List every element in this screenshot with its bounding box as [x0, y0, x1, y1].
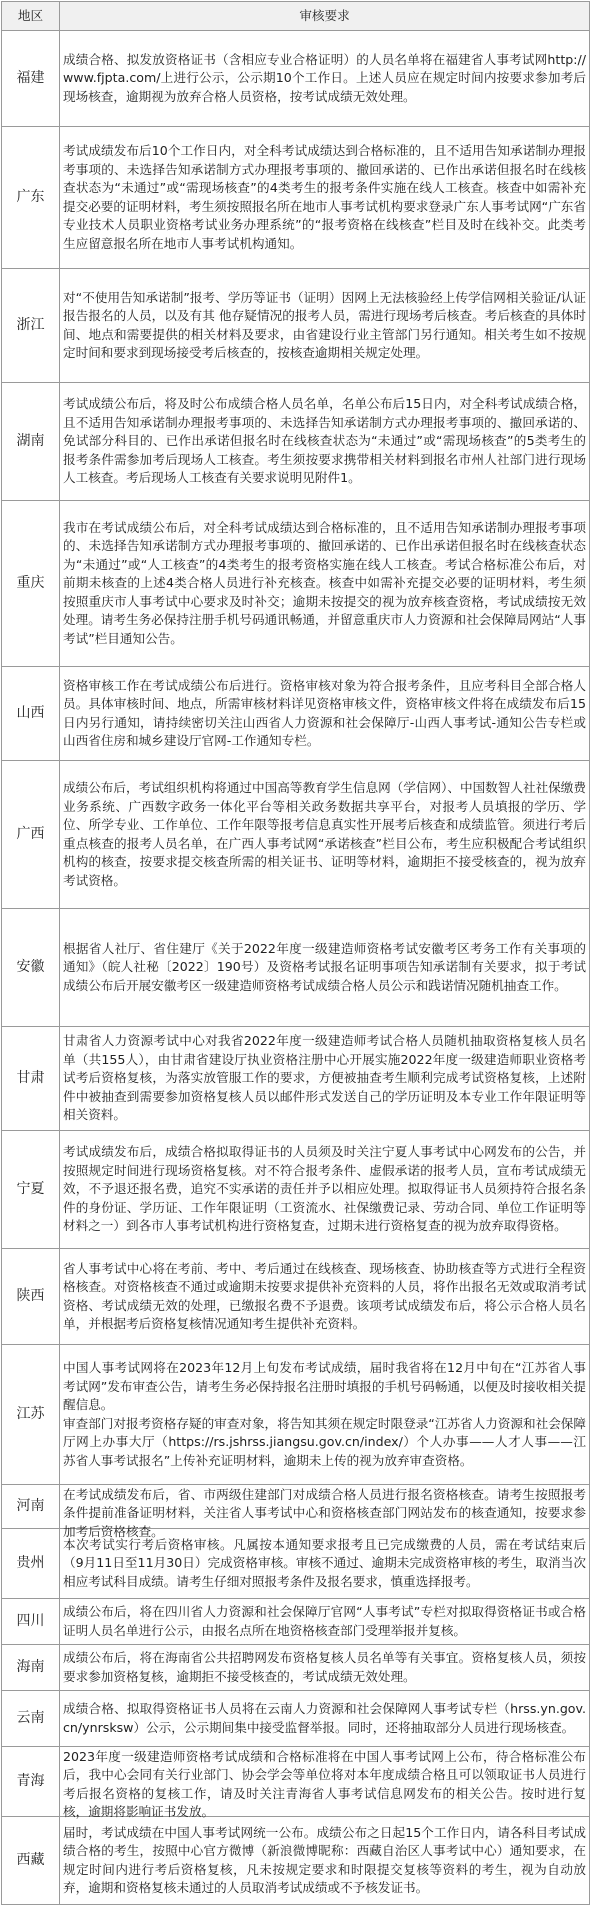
region-cell: 海南 — [2, 1645, 60, 1691]
table-row — [2, 383, 590, 501]
requirement-text: 省人事考试中心将在考前、考中、考后通过在线核查、现场核查、协助核查等方式进行全程资格核查。对资格核查不通过或逾期未按要求提供补充资料的人员，将作出报名无效或取消考试资格、考试成绩无效的处理，已缴报名费不予退费。该项考试成绩发布后，将公示合格人员名单，并根据考后资格复核情况通知考生提供补充资料。 — [63, 1260, 586, 1331]
table-row — [2, 909, 590, 1027]
table-row — [2, 1131, 590, 1249]
table-row — [2, 1817, 590, 1905]
requirement-text: 成绩公布后，将在海南省公共招聘网发布资格复核人员名单等有关事宜。资格复核人员，须按要求参加资格复核，逾期拒不接受核查的，考试成绩无效处理。 — [63, 1650, 586, 1684]
requirement-cell — [60, 501, 590, 667]
region-cell: 河南 — [2, 1485, 60, 1529]
requirement-text: 甘肃省人力资源考试中心对我省2022年度一级建造师考试合格人员随机抽取资格复核人员名单（共155人），由甘肃省建设厅执业资格注册中心开展实施2022年度一级建造师职业资格考试考后资格复核，为落实放管服工作的要求，方便被抽查考生顺利完成考试资格复核，上述附件中被抽查到需要参加资格复核人员以邮件形式发送自己的学历证明及本专业工作年限证明等相关资料。 — [63, 1033, 586, 1123]
requirement-cell — [60, 1645, 590, 1691]
region-cell: 重庆 — [2, 501, 60, 667]
requirement-text: 考试成绩发布后10个工作日内，对全科考试成绩达到合格标准的，且不适用告知承诺制办理报考事项的、未选择告知承诺制方式办理报考事项的、撤回承诺的、已作出承诺但报名时在线核查状态为“未通过”或“需现场核查”的4类考生的报考条件实施在线人工核查。核查中如需补充提交必要的证明材料，考生须按照报名所在地市人事考试机构要求登录广东人事考试网“广东省专业技术人员职业资格考试业务办理系统”的“报考资格在线核查”栏目及时在线补交。此类考生应留意报名所在地市人事考试机构通知。 — [63, 143, 586, 251]
requirement-text: 中国人事考试网将在2023年12月上旬发布考试成绩，届时我省将在12月中旬在“江苏省人事考试网”发布审查公告，请考生务必保持报名注册时填报的手机号码畅通，以便及时接收相关提醒信息。 审查部门对报考资格存疑的审查对象，将告知其须在规定时限登录“江苏省人力资源和社会保障厅网上办事大厅（https://rs.jshrss.jiangsu.gov.cn/index/）个人办事——人才人事——江苏省人事考试报名”上传补充证明材料，逾期未上传的视为放弃审查资格。 — [63, 1360, 586, 1468]
requirement-text: 成绩公布后，将在四川省人力资源和社会保障厅官网“人事考试”专栏对拟取得资格证书或合格证明人员名单进行公示，由报名点所在地资格核查部门受理举报并复核。 — [63, 1604, 586, 1638]
table-row — [2, 31, 590, 127]
region-cell: 宁夏 — [2, 1131, 60, 1249]
region-cell: 江苏 — [2, 1345, 60, 1485]
requirement-cell — [60, 1599, 590, 1645]
requirement-text: 对“不使用告知承诺制”报考、学历等证书（证明）因网上无法核验经上传学信网相关验证/认证报告报名的人员，以及有其 他存疑情况的报考人员，需进行现场考后核查。考后核查的具体时间、地点和需要提供的相关材料及要求，由省建设行业主管部门另行通知。相关考生如不按规定时间和要求到现场接受考后核查的，按核查逾期相关规定处理。 — [63, 289, 586, 360]
table-row — [2, 1529, 590, 1599]
requirement-cell — [60, 383, 590, 501]
table-row — [2, 1599, 590, 1645]
region-cell: 云南 — [2, 1691, 60, 1747]
requirement-text: 本次考试实行考后资格审核。凡属按本通知要求报考且已完成缴费的人员，需在考试结束后（9月11日至11月30日）完成资格审核。审核不通过、逾期未完成资格审核的考生，取消当次相应考试科目成绩。请考生仔细对照报考条件及报名要求，慎重选择报考。 — [63, 1536, 586, 1589]
requirement-cell — [60, 1691, 590, 1747]
requirement-text: 届时，考试成绩在中国人事考试网统一公布。成绩公布之日起15个工作日内，请各科目考试成绩合格的考生，按照中心官方微博（新浪微博昵称：西藏自治区人事考试中心）通知要求，在规定时间内进行考后资格复核，凡未按规定要求和时限提交复核等资料的考生，视为自动放弃，逾期和资格复核未通过的人员取消考试成绩或不予核发证书。 — [63, 1824, 586, 1895]
requirement-cell — [60, 667, 590, 761]
region-cell: 湖南 — [2, 383, 60, 501]
requirement-cell — [60, 761, 590, 909]
requirement-cell — [60, 1485, 590, 1539]
region-cell: 陕西 — [2, 1249, 60, 1345]
region-cell: 山西 — [2, 667, 60, 761]
table-row — [2, 1249, 590, 1345]
requirement-text: 成绩合格、拟取得资格证书人员将在云南人力资源和社会保障网人事考试专栏（hrss.yn.gov.cn/ynrsksw）公示，公示期间集中接受监督举报。同时，还将抽取部分人员进行现场核查。 — [63, 1701, 586, 1735]
table-row — [2, 1027, 590, 1131]
requirement-cell — [60, 909, 590, 1027]
region-cell: 广西 — [2, 761, 60, 909]
region-cell: 四川 — [2, 1599, 60, 1645]
requirement-text: 根据省人社厅、省住建厅《关于2022年度一级建造师资格考试安徽考区考务工作有关事项的通知》（皖人社秘〔2022〕190号）及资格考试报名证明事项告知承诺制有关要求，拟于考试成绩公布后开展安徽考区一级建造师资格考试成绩合格人员公示和践诺情况随机抽查工作。 — [63, 940, 586, 993]
table-row — [2, 127, 590, 269]
region-cell: 广东 — [2, 127, 60, 269]
requirement-cell — [60, 1747, 590, 1817]
requirement-cell — [60, 1345, 590, 1485]
requirement-text: 在考试成绩发布后，省、市两级住建部门对成绩合格人员进行报名资格核查。请考生按照报考条件提前准备证明材料，关注省人事考试中心和资格核查部门网站发布的核查通知，按要求参加考后资格核查。 — [63, 1486, 586, 1539]
requirement-text: 2023年度一级建造师资格考试成绩和合格标准将在中国人事考试网上公布，待合格标准公布后，我中心会同有关行业部门、协会学会等单位将对本年度成绩合格且可以领取证书人员进行考后报名资格的复核工作，请及时关注青海省人事考试信息网发布的相关公告。按时进行复核，逾期将影响证书发放。 — [63, 1748, 586, 1819]
requirement-text: 成绩合格、拟发放资格证书（含相应专业合格证明）的人员名单将在福建省人事考试网http://www.fjpta.com/上进行公示，公示期10个工作日。上述人员应在规定时间内按要求参加考后现场核查，逾期视为放弃合格人员资格，按考试成绩无效处理。 — [63, 51, 586, 104]
requirement-cell — [60, 1817, 590, 1905]
requirements-table — [1, 1, 590, 1905]
region-cell: 福建 — [2, 31, 60, 127]
region-cell: 贵州 — [2, 1529, 60, 1599]
table-row — [2, 1645, 590, 1691]
table-header-row — [2, 2, 590, 31]
table-row — [2, 1345, 590, 1485]
requirement-text: 资格审核工作在考试成绩公布后进行。资格审核对象为符合报考条件，且应考科目全部合格人员。具体审核时间、地点，所需审核材料详见资格审核文件，资格审核文件将在成绩发布后15日内另行通知，请持续密切关注山西省人力资源和社会保障厅-山西人事考试-通知公告专栏或山西省住房和城乡建设厅官网-工作通知专栏。 — [63, 677, 586, 748]
requirement-cell — [60, 1529, 590, 1599]
requirement-text: 我市在考试成绩公布后，对全科考试成绩达到合格标准的，且不适用告知承诺制办理报考事项的、未选择告知承诺制方式办理报考事项的、撤回承诺的、已作出承诺但报名时在线核查状态为“未通过”或“人工核查”的4类考生的报考资格实施在线人工核查。考试合格标准公布后，对前期未核查的上述4类合格人员进行补充核查。核查中如需补充提交必要的证明材料，考生须按照重庆市人事考试中心要求及时补交；逾期未按提交的视为放弃核查资格，考试成绩按无效处理。请考生务必保持注册手机号码通讯畅通，并留意重庆市人力资源和社会保障局网站“人事考试”栏目通知公告。 — [63, 519, 586, 646]
region-cell: 浙江 — [2, 269, 60, 383]
region-cell: 青海 — [2, 1747, 60, 1817]
requirement-cell — [60, 269, 590, 383]
requirement-cell — [60, 1249, 590, 1345]
header-requirement: 审核要求 — [60, 2, 590, 31]
header-region: 地区 — [2, 2, 60, 31]
requirement-cell — [60, 31, 590, 127]
table-row — [2, 1747, 590, 1817]
region-cell: 安徽 — [2, 909, 60, 1027]
table-row — [2, 501, 590, 667]
table-row — [2, 761, 590, 909]
requirement-cell — [60, 127, 590, 269]
requirement-text: 考试成绩发布后，成绩合格拟取得证书的人员须及时关注宁夏人事考试中心网发布的公告，并按照规定时间进行现场资格复核。对不符合报考条件、虚假承诺的报考人员，宣布考试成绩无效，不予退还报名费，追究不实承诺的责任并予以相应处理。拟取得证书人员须持符合报名条件的身份证、学历证、工作年限证明（工资流水、社保缴费记录、劳动合同、单位工作证明等材料之一）到各市人事考试机构进行资格复查，过期未进行资格复查的视为放弃取得资格。 — [63, 1144, 586, 1234]
table-body — [2, 31, 590, 1905]
requirement-cell — [60, 1131, 590, 1249]
table-row — [2, 269, 590, 383]
requirement-cell — [60, 1027, 590, 1131]
table-row — [2, 1691, 590, 1747]
table-row — [2, 667, 590, 761]
requirement-text: 成绩公布后，考试组织机构将通过中国高等教育学生信息网（学信网）、中国数智人社社保缴费业务系统、广西数字政务一体化平台等相关政务数据共享平台，对报考人员填报的学历、学位、所学专业、工作单位、工作年限等报考信息真实性开展考后核查和成绩监管。须进行考后重点核查的报考人员名单，在广西人事考试网“承诺核查”栏目公布，考生应积极配合考试组织机构的核查，按要求提交核查所需的相关证书、证明等材料，逾期拒不接受核查的，视为放弃考试资格。 — [63, 780, 586, 888]
region-cell: 西藏 — [2, 1817, 60, 1905]
table-row — [2, 1485, 590, 1529]
requirement-text: 考试成绩公布后，将及时公布成绩合格人员名单，名单公布后15日内，对全科考试成绩合格，且不适用告知承诺制办理报考事项的、未选择告知承诺制方式办理报考事项的、撤回承诺的、免试部分科目的、已作出承诺但报名时在线核查状态为“未通过”或“需现场核查”的5类考生的报考条件需参加考后现场人工核查。考生须按要求携带相关材料到报名市州人社部门进行现场人工核查。考后现场人工核查有关要求说明见附件1。 — [63, 396, 586, 486]
region-cell: 甘肃 — [2, 1027, 60, 1131]
